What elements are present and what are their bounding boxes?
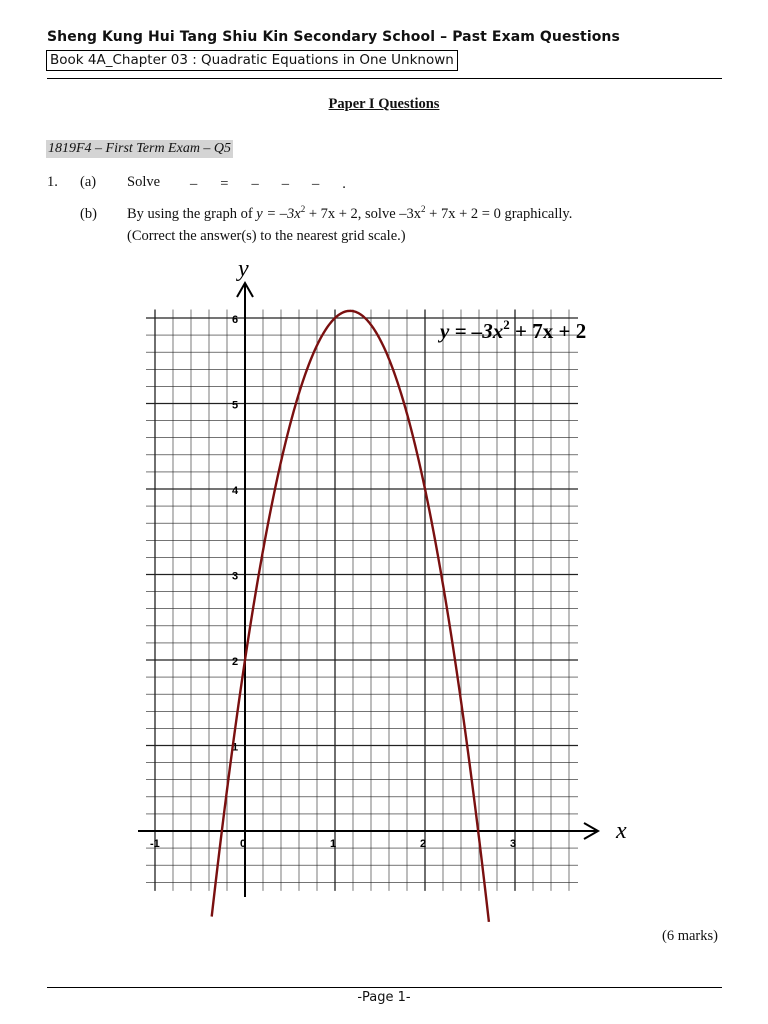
part-a-text: Solve bbox=[127, 174, 161, 190]
x-tick-label: 1 bbox=[330, 838, 337, 850]
part-b-square: 2 bbox=[421, 204, 426, 215]
exam-tag: 1819F4 – First Term Exam – Q5 bbox=[48, 141, 232, 156]
school-title: Sheng Kung Hui Tang Shiu Kin Secondary School – Past Exam Questions bbox=[47, 29, 620, 45]
x-tick-label: 0 bbox=[240, 838, 247, 850]
part-b-equation: y = –3x bbox=[256, 206, 301, 222]
part-a-symbol: = bbox=[220, 176, 229, 192]
part-b-label: (b) bbox=[80, 206, 97, 222]
major-grid bbox=[146, 309, 578, 890]
y-tick-label: 4 bbox=[232, 485, 239, 497]
part-b-end: + 7x + 2 = 0 graphically. bbox=[429, 206, 573, 222]
minor-grid bbox=[146, 309, 578, 890]
part-a-symbol: – bbox=[251, 176, 259, 192]
y-tick-label: 6 bbox=[232, 314, 239, 326]
y-tick-label: 1 bbox=[232, 741, 239, 754]
y-tick-label: 3 bbox=[232, 570, 239, 583]
part-b-prefix: By using the graph of bbox=[127, 206, 253, 222]
x-tick-label: 3 bbox=[510, 838, 517, 850]
chapter-title-box: Book 4A_Chapter 03 : Quadratic Equations in One Unknown bbox=[46, 50, 458, 71]
y-tick-label: 2 bbox=[232, 656, 239, 668]
y-axis-label: y bbox=[238, 256, 249, 282]
equation-label-sup: 2 bbox=[503, 317, 510, 332]
part-a-symbol: – bbox=[311, 176, 320, 192]
equation-label-rhs: + 7x + 2 bbox=[509, 319, 587, 343]
equation-label bbox=[437, 317, 586, 343]
equation-label-lhs: y = –3x bbox=[440, 319, 504, 343]
page-number: -Page 1- bbox=[357, 990, 411, 1005]
part-a-label: (a) bbox=[80, 174, 97, 190]
part-b-note: (Correct the answer(s) to the nearest grid scale.) bbox=[127, 228, 406, 244]
footer-divider bbox=[47, 987, 722, 988]
part-a-symbol: . bbox=[342, 176, 346, 192]
part-a-symbol: – bbox=[281, 176, 289, 192]
part-b-middle: + 7x + 2, solve –3x bbox=[308, 206, 422, 222]
marks-label: (6 marks) bbox=[662, 928, 718, 944]
x-tick-label: 2 bbox=[420, 838, 427, 850]
x-axis-label: x bbox=[616, 818, 627, 844]
y-tick-label: 5 bbox=[232, 399, 239, 412]
section-title: Paper I Questions bbox=[328, 96, 440, 112]
part-a-symbol: – bbox=[190, 176, 198, 192]
question-number: 1. bbox=[47, 174, 58, 190]
x-tick-label: -1 bbox=[150, 838, 160, 850]
axes bbox=[138, 283, 598, 897]
part-b-square: 2 bbox=[300, 204, 306, 215]
